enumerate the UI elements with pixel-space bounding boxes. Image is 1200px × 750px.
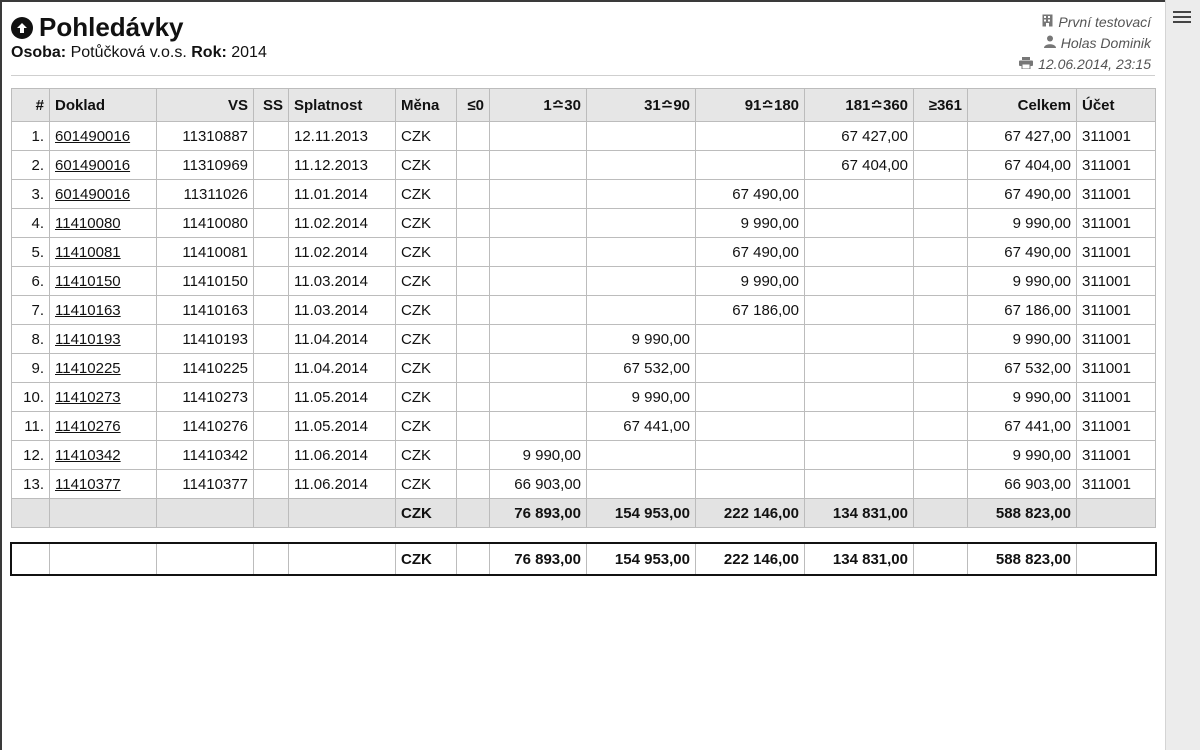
cell-row-total: 9 990,00 bbox=[968, 325, 1077, 354]
cell-document-link bbox=[50, 325, 157, 354]
cell-due-date: 11.01.2014 bbox=[289, 180, 396, 209]
cell-variable-symbol: 11410163 bbox=[157, 296, 254, 325]
cell-overdue-0 bbox=[457, 296, 490, 325]
subtotal-overdue-0 bbox=[457, 499, 490, 528]
cell-row-total: 67 427,00 bbox=[968, 122, 1077, 151]
cell-row-total: 67 186,00 bbox=[968, 296, 1077, 325]
document-link[interactable]: 601490016 bbox=[55, 127, 131, 145]
cell-row-number: 10. bbox=[12, 383, 50, 412]
cell-variable-symbol: 11410080 bbox=[157, 209, 254, 238]
document-link[interactable]: 11410225 bbox=[55, 359, 121, 377]
cell-variable-symbol: 11310969 bbox=[157, 151, 254, 180]
cell-overdue-91-180: 67 490,00 bbox=[696, 180, 805, 209]
cell-row-number: 3. bbox=[12, 180, 50, 209]
cell-due-date: 11.03.2014 bbox=[289, 267, 396, 296]
cell-overdue-181-360 bbox=[805, 180, 914, 209]
cell-overdue-181-360 bbox=[805, 354, 914, 383]
cell-specific-symbol bbox=[254, 354, 289, 383]
cell-specific-symbol bbox=[254, 180, 289, 209]
cell-overdue-181-360 bbox=[805, 296, 914, 325]
cell-currency: CZK bbox=[396, 441, 457, 470]
document-link[interactable]: 11410193 bbox=[55, 330, 121, 348]
cell-overdue-181-360 bbox=[805, 470, 914, 499]
cell-row-number: 8. bbox=[12, 325, 50, 354]
cell-account: 311001 bbox=[1077, 325, 1156, 354]
cell-due-date: 11.12.2013 bbox=[289, 151, 396, 180]
cell-currency: CZK bbox=[396, 238, 457, 267]
cell-account: 311001 bbox=[1077, 441, 1156, 470]
cell-overdue-361 bbox=[914, 383, 968, 412]
cell-overdue-31-90 bbox=[587, 470, 696, 499]
user-icon bbox=[1044, 33, 1056, 54]
column-header-overdue-361[interactable]: ≥361 bbox=[914, 89, 968, 122]
cell-due-date: 11.06.2014 bbox=[289, 441, 396, 470]
cell-document-link bbox=[50, 122, 157, 151]
cell-overdue-1-30 bbox=[490, 238, 587, 267]
table-row bbox=[12, 470, 1156, 499]
subtotal-overdue-181-360: 134 831,00 bbox=[805, 499, 914, 528]
table-row bbox=[12, 354, 1156, 383]
document-link[interactable]: 11410080 bbox=[55, 214, 121, 232]
receivables-table bbox=[11, 88, 1156, 528]
cell-overdue-1-30: 66 903,00 bbox=[490, 470, 587, 499]
cell-overdue-0 bbox=[457, 209, 490, 238]
column-header-doklad[interactable]: Doklad bbox=[50, 89, 157, 122]
cell-due-date: 11.02.2014 bbox=[289, 238, 396, 267]
cell-variable-symbol: 11410081 bbox=[157, 238, 254, 267]
cell-specific-symbol bbox=[254, 296, 289, 325]
subtotal-celkem: 588 823,00 bbox=[968, 499, 1077, 528]
cell-variable-symbol: 11410273 bbox=[157, 383, 254, 412]
total-empty-cell bbox=[157, 544, 254, 575]
cell-account: 311001 bbox=[1077, 238, 1156, 267]
cell-variable-symbol: 11410193 bbox=[157, 325, 254, 354]
cell-overdue-0 bbox=[457, 470, 490, 499]
cell-account: 311001 bbox=[1077, 209, 1156, 238]
cell-due-date: 12.11.2013 bbox=[289, 122, 396, 151]
cell-overdue-0 bbox=[457, 180, 490, 209]
cell-account: 311001 bbox=[1077, 383, 1156, 412]
cell-overdue-91-180 bbox=[696, 383, 805, 412]
total-celkem: 588 823,00 bbox=[968, 544, 1077, 575]
filter-summary bbox=[11, 44, 267, 62]
cell-row-total: 9 990,00 bbox=[968, 441, 1077, 470]
cell-specific-symbol bbox=[254, 325, 289, 354]
cell-overdue-91-180 bbox=[696, 412, 805, 441]
column-header-overdue-31-90[interactable]: 31≏90 bbox=[587, 89, 696, 122]
cell-row-number: 9. bbox=[12, 354, 50, 383]
cell-overdue-0 bbox=[457, 412, 490, 441]
cell-variable-symbol: 11410276 bbox=[157, 412, 254, 441]
cell-currency: CZK bbox=[396, 180, 457, 209]
cell-overdue-31-90: 9 990,00 bbox=[587, 383, 696, 412]
page-title-text: Pohledávky bbox=[39, 12, 184, 42]
cell-document-link bbox=[50, 180, 157, 209]
page-title bbox=[11, 12, 184, 43]
cell-overdue-91-180 bbox=[696, 151, 805, 180]
cell-row-number: 5. bbox=[12, 238, 50, 267]
cell-overdue-181-360 bbox=[805, 441, 914, 470]
cell-row-number: 13. bbox=[12, 470, 50, 499]
cell-overdue-91-180 bbox=[696, 122, 805, 151]
cell-overdue-1-30 bbox=[490, 180, 587, 209]
total-currency: CZK bbox=[396, 544, 457, 575]
total-empty-cell bbox=[50, 544, 157, 575]
cell-account: 311001 bbox=[1077, 412, 1156, 441]
print-timestamp: 12.06.2014, 23:15 bbox=[1038, 56, 1151, 72]
subtotal-empty-cell bbox=[254, 499, 289, 528]
cell-overdue-31-90 bbox=[587, 209, 696, 238]
cell-overdue-1-30 bbox=[490, 122, 587, 151]
cell-overdue-1-30 bbox=[490, 354, 587, 383]
cell-row-total: 9 990,00 bbox=[968, 267, 1077, 296]
cell-document-link bbox=[50, 238, 157, 267]
cell-overdue-31-90 bbox=[587, 296, 696, 325]
cell-specific-symbol bbox=[254, 441, 289, 470]
cell-overdue-91-180: 67 186,00 bbox=[696, 296, 805, 325]
cell-document-link bbox=[50, 296, 157, 325]
cell-overdue-0 bbox=[457, 441, 490, 470]
arrow-up-circle-icon[interactable] bbox=[11, 17, 33, 39]
hamburger-menu-icon[interactable] bbox=[1171, 8, 1193, 26]
subtotal-empty-cell bbox=[1077, 499, 1156, 528]
cell-variable-symbol: 11310887 bbox=[157, 122, 254, 151]
cell-document-link bbox=[50, 209, 157, 238]
cell-overdue-91-180 bbox=[696, 354, 805, 383]
report-meta bbox=[1019, 12, 1151, 75]
document-link[interactable]: 601490016 bbox=[55, 185, 131, 203]
table-row bbox=[12, 383, 1156, 412]
cell-row-total: 9 990,00 bbox=[968, 383, 1077, 412]
document-link[interactable]: 601490016 bbox=[55, 156, 131, 174]
cell-account: 311001 bbox=[1077, 354, 1156, 383]
printer-icon[interactable] bbox=[1019, 54, 1033, 75]
cell-variable-symbol: 11410377 bbox=[157, 470, 254, 499]
cell-overdue-0 bbox=[457, 122, 490, 151]
cell-overdue-181-360 bbox=[805, 267, 914, 296]
total-empty-cell bbox=[289, 544, 396, 575]
subtotal-overdue-361 bbox=[914, 499, 968, 528]
document-link[interactable]: 11410081 bbox=[55, 243, 121, 261]
cell-overdue-181-360 bbox=[805, 209, 914, 238]
cell-document-link bbox=[50, 354, 157, 383]
table-row bbox=[12, 209, 1156, 238]
cell-due-date: 11.04.2014 bbox=[289, 325, 396, 354]
table-row bbox=[12, 325, 1156, 354]
cell-document-link bbox=[50, 151, 157, 180]
cell-overdue-361 bbox=[914, 209, 968, 238]
column-header-splatnost[interactable]: Splatnost bbox=[289, 89, 396, 122]
cell-row-total: 66 903,00 bbox=[968, 470, 1077, 499]
subtotal-overdue-31-90: 154 953,00 bbox=[587, 499, 696, 528]
cell-row-number: 7. bbox=[12, 296, 50, 325]
cell-overdue-91-180 bbox=[696, 470, 805, 499]
column-header-overdue-91-180[interactable]: 91≏180 bbox=[696, 89, 805, 122]
cell-overdue-91-180 bbox=[696, 441, 805, 470]
cell-currency: CZK bbox=[396, 296, 457, 325]
table-row bbox=[12, 238, 1156, 267]
grand-total-row bbox=[12, 544, 1156, 575]
cell-overdue-0 bbox=[457, 383, 490, 412]
cell-overdue-1-30 bbox=[490, 209, 587, 238]
document-link[interactable]: 11410163 bbox=[55, 301, 121, 319]
cell-specific-symbol bbox=[254, 383, 289, 412]
total-empty-cell bbox=[12, 544, 50, 575]
building-icon bbox=[1042, 12, 1053, 33]
cell-overdue-361 bbox=[914, 238, 968, 267]
cell-row-total: 67 404,00 bbox=[968, 151, 1077, 180]
cell-specific-symbol bbox=[254, 267, 289, 296]
cell-overdue-361 bbox=[914, 180, 968, 209]
subtotal-overdue-1-30: 76 893,00 bbox=[490, 499, 587, 528]
column-header-mena[interactable]: Měna bbox=[396, 89, 457, 122]
cell-overdue-0 bbox=[457, 325, 490, 354]
user-name: Holas Dominik bbox=[1060, 35, 1151, 51]
cell-overdue-31-90: 67 532,00 bbox=[587, 354, 696, 383]
cell-overdue-181-360 bbox=[805, 383, 914, 412]
cell-overdue-1-30 bbox=[490, 267, 587, 296]
subtotal-currency: CZK bbox=[396, 499, 457, 528]
table-header-row bbox=[12, 89, 1156, 122]
cell-due-date: 11.02.2014 bbox=[289, 209, 396, 238]
side-panel-scrollbar[interactable] bbox=[1165, 0, 1200, 750]
total-overdue-181-360: 134 831,00 bbox=[805, 544, 914, 575]
cell-document-link bbox=[50, 441, 157, 470]
cell-row-number: 11. bbox=[12, 412, 50, 441]
cell-row-number: 12. bbox=[12, 441, 50, 470]
cell-overdue-0 bbox=[457, 267, 490, 296]
column-header-ss[interactable]: SS bbox=[254, 89, 289, 122]
cell-row-number: 2. bbox=[12, 151, 50, 180]
cell-overdue-181-360 bbox=[805, 325, 914, 354]
cell-row-total: 67 532,00 bbox=[968, 354, 1077, 383]
total-empty-cell bbox=[1077, 544, 1156, 575]
cell-document-link bbox=[50, 383, 157, 412]
cell-currency: CZK bbox=[396, 354, 457, 383]
cell-due-date: 11.06.2014 bbox=[289, 470, 396, 499]
company-name: První testovací bbox=[1058, 14, 1151, 30]
column-header-overdue-0[interactable]: ≤0 bbox=[457, 89, 490, 122]
total-empty-cell bbox=[254, 544, 289, 575]
subtotal-empty-cell bbox=[157, 499, 254, 528]
cell-account: 311001 bbox=[1077, 122, 1156, 151]
cell-variable-symbol: 11410342 bbox=[157, 441, 254, 470]
cell-overdue-91-180 bbox=[696, 325, 805, 354]
cell-row-number: 1. bbox=[12, 122, 50, 151]
cell-overdue-1-30 bbox=[490, 296, 587, 325]
person-value: Potůčková v.o.s. bbox=[70, 44, 187, 61]
document-link[interactable]: 11410150 bbox=[55, 272, 121, 290]
cell-currency: CZK bbox=[396, 470, 457, 499]
cell-currency: CZK bbox=[396, 209, 457, 238]
year-label: Rok: bbox=[191, 44, 227, 61]
cell-variable-symbol: 11311026 bbox=[157, 180, 254, 209]
document-link[interactable]: 11410273 bbox=[55, 388, 121, 406]
table-row bbox=[12, 267, 1156, 296]
cell-overdue-361 bbox=[914, 122, 968, 151]
subtotal-empty-cell bbox=[289, 499, 396, 528]
cell-account: 311001 bbox=[1077, 470, 1156, 499]
cell-overdue-1-30: 9 990,00 bbox=[490, 441, 587, 470]
cell-specific-symbol bbox=[254, 238, 289, 267]
table-row bbox=[12, 441, 1156, 470]
cell-variable-symbol: 11410150 bbox=[157, 267, 254, 296]
year-value: 2014 bbox=[231, 44, 267, 61]
cell-account: 311001 bbox=[1077, 151, 1156, 180]
cell-overdue-31-90 bbox=[587, 151, 696, 180]
cell-overdue-361 bbox=[914, 470, 968, 499]
cell-currency: CZK bbox=[396, 383, 457, 412]
cell-specific-symbol bbox=[254, 151, 289, 180]
cell-overdue-0 bbox=[457, 151, 490, 180]
table-row bbox=[12, 412, 1156, 441]
cell-currency: CZK bbox=[396, 122, 457, 151]
cell-overdue-1-30 bbox=[490, 412, 587, 441]
column-header-overdue-181-360[interactable]: 181≏360 bbox=[805, 89, 914, 122]
person-label: Osoba: bbox=[11, 44, 67, 61]
cell-overdue-1-30 bbox=[490, 151, 587, 180]
cell-overdue-361 bbox=[914, 296, 968, 325]
cell-document-link bbox=[50, 470, 157, 499]
cell-overdue-361 bbox=[914, 151, 968, 180]
header-divider bbox=[11, 75, 1155, 76]
cell-row-total: 9 990,00 bbox=[968, 209, 1077, 238]
cell-overdue-181-360: 67 427,00 bbox=[805, 122, 914, 151]
subtotal-empty-cell bbox=[50, 499, 157, 528]
cell-overdue-1-30 bbox=[490, 383, 587, 412]
total-overdue-91-180: 222 146,00 bbox=[696, 544, 805, 575]
cell-due-date: 11.04.2014 bbox=[289, 354, 396, 383]
cell-overdue-91-180: 9 990,00 bbox=[696, 209, 805, 238]
cell-overdue-0 bbox=[457, 354, 490, 383]
cell-row-total: 67 441,00 bbox=[968, 412, 1077, 441]
cell-currency: CZK bbox=[396, 412, 457, 441]
column-header-number[interactable]: # bbox=[12, 89, 50, 122]
cell-specific-symbol bbox=[254, 209, 289, 238]
cell-overdue-31-90 bbox=[587, 122, 696, 151]
cell-overdue-0 bbox=[457, 238, 490, 267]
total-overdue-0 bbox=[457, 544, 490, 575]
cell-overdue-181-360: 67 404,00 bbox=[805, 151, 914, 180]
cell-account: 311001 bbox=[1077, 180, 1156, 209]
grand-total-table bbox=[11, 543, 1156, 575]
cell-document-link bbox=[50, 267, 157, 296]
column-header-overdue-1-30[interactable]: 1≏30 bbox=[490, 89, 587, 122]
total-overdue-1-30: 76 893,00 bbox=[490, 544, 587, 575]
cell-overdue-361 bbox=[914, 267, 968, 296]
cell-overdue-31-90 bbox=[587, 238, 696, 267]
cell-overdue-361 bbox=[914, 354, 968, 383]
total-overdue-361 bbox=[914, 544, 968, 575]
cell-overdue-361 bbox=[914, 325, 968, 354]
cell-row-total: 67 490,00 bbox=[968, 238, 1077, 267]
cell-specific-symbol bbox=[254, 412, 289, 441]
cell-overdue-31-90 bbox=[587, 441, 696, 470]
cell-account: 311001 bbox=[1077, 296, 1156, 325]
cell-due-date: 11.05.2014 bbox=[289, 383, 396, 412]
cell-overdue-31-90: 67 441,00 bbox=[587, 412, 696, 441]
cell-row-number: 6. bbox=[12, 267, 50, 296]
cell-due-date: 11.03.2014 bbox=[289, 296, 396, 325]
cell-overdue-181-360 bbox=[805, 238, 914, 267]
cell-currency: CZK bbox=[396, 267, 457, 296]
column-header-ucet[interactable]: Účet bbox=[1077, 89, 1156, 122]
cell-overdue-91-180: 67 490,00 bbox=[696, 238, 805, 267]
cell-row-total: 67 490,00 bbox=[968, 180, 1077, 209]
document-link[interactable]: 11410377 bbox=[55, 475, 121, 493]
cell-overdue-31-90: 9 990,00 bbox=[587, 325, 696, 354]
cell-specific-symbol bbox=[254, 122, 289, 151]
cell-overdue-31-90 bbox=[587, 267, 696, 296]
column-header-celkem[interactable]: Celkem bbox=[968, 89, 1077, 122]
table-row bbox=[12, 122, 1156, 151]
cell-document-link bbox=[50, 412, 157, 441]
table-row bbox=[12, 180, 1156, 209]
document-link[interactable]: 11410342 bbox=[55, 446, 121, 464]
cell-due-date: 11.05.2014 bbox=[289, 412, 396, 441]
total-overdue-31-90: 154 953,00 bbox=[587, 544, 696, 575]
cell-currency: CZK bbox=[396, 325, 457, 354]
cell-overdue-91-180: 9 990,00 bbox=[696, 267, 805, 296]
cell-overdue-361 bbox=[914, 412, 968, 441]
subtotal-empty-cell bbox=[12, 499, 50, 528]
cell-variable-symbol: 11410225 bbox=[157, 354, 254, 383]
table-row bbox=[12, 151, 1156, 180]
column-header-vs[interactable]: VS bbox=[157, 89, 254, 122]
cell-account: 311001 bbox=[1077, 267, 1156, 296]
cell-overdue-1-30 bbox=[490, 325, 587, 354]
cell-currency: CZK bbox=[396, 151, 457, 180]
document-link[interactable]: 11410276 bbox=[55, 417, 121, 435]
cell-overdue-181-360 bbox=[805, 412, 914, 441]
cell-overdue-361 bbox=[914, 441, 968, 470]
cell-overdue-31-90 bbox=[587, 180, 696, 209]
cell-specific-symbol bbox=[254, 470, 289, 499]
table-row bbox=[12, 296, 1156, 325]
cell-row-number: 4. bbox=[12, 209, 50, 238]
subtotal-row bbox=[12, 499, 1156, 528]
subtotal-overdue-91-180: 222 146,00 bbox=[696, 499, 805, 528]
